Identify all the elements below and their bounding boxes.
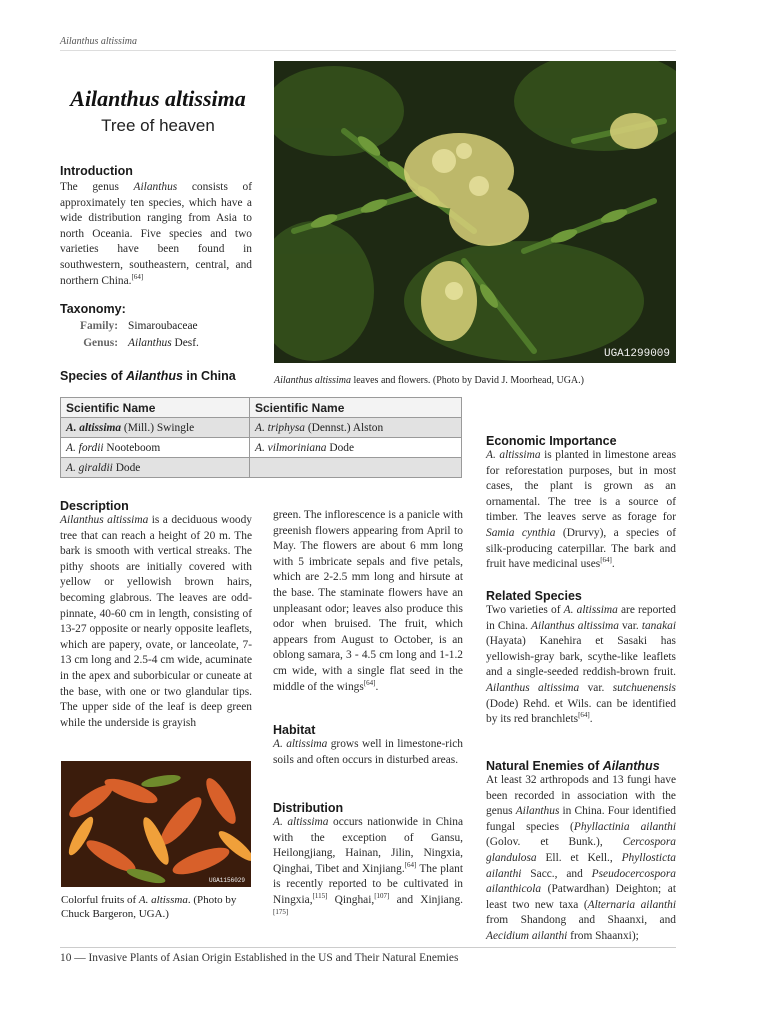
natural-enemies-text: At least 32 arthropods and 13 fungi have been recorded in association with the genus Ailanthus in China. Four identified fungal species (Phyllactinia ailanthi (Golov. et Bunk.), Cercospora glandulosa Ell. et Kell., Phyllosticta ailanthi Sacc., and Pseudocercospora ailanthicola (Patwardhan) Deighton; at least two new taxa (Alternaria ailanthi from Shandong and Shaanxi, and Aecidium ailanthi from Shaanxi); [486,774,677,942]
habitat-section [273,723,463,768]
column-header: Scientific Name [61,398,250,418]
fruit-photo [61,761,251,887]
economic-importance-text: A. altissima is planted in limestone areas for reforestation purposes, but in most cases, the plant is grown as an ornamental. The tree is a source of timber. The leaves serve as forage for Samia cynthia (Drurvy), a species of silk-producing caterpillar. The bark and fruit have medicinal uses[64]. [486,449,677,571]
related-species-section [486,589,676,728]
description-heading: Description [60,499,129,513]
description-section [60,499,252,731]
distribution-heading: Distribution [273,801,344,815]
description-text-column-1: Ailanthus altissima is a deciduous woody tree that can reach a height of 20 m. The bark is smooth with vertical streaks. The pithy shoots are initially covered with yellow or yellowish brown hairs, becoming glabrous. The leaves are odd-pinnate, 40-60 cm in length, consisting of 13-27 opposite or nearly opposite leaflets, which are papery, ovate, or lanceolate, 7-13 cm long and 2.5-4 cm wide, acuminate in the apex and suborbicular or cuneate at the base, with one or two glandular tips. The upper side of the leaf is deep green while the underside is grayish [60,514,252,729]
genus-row: Genus: Ailanthus Desf. [83,337,199,349]
table-row [61,458,462,478]
species-table [60,397,462,478]
description-text-column-2: green. The inflorescence is a panicle with greenish flowers appearing from April to May. The flowers are about 6 mm long with 5 imbricate sepals and five petals, which are 2-2.5 mm long and hirsute at the base. The staminate flowers have an unpleasant odor; leaves also produce this odor when bruised. The fruit, which appears from August to October, is an oblong samara, 3 - 4.5 cm long and 1-1.2 cm wide, with a single flat seed in the middle of the wings[64]. [273,509,463,693]
species-table-heading: Species of Ailanthus in China [60,369,236,383]
habitat-heading: Habitat [273,723,316,737]
introduction-heading: Introduction [60,164,133,178]
title-block [60,86,256,136]
habitat-text: A. altissima grows well in limestone-rich soils and often occurs in disturbed areas. [273,738,464,766]
main-photo-caption: Ailanthus altissima leaves and flowers. (Photo by David J. Moorhead, UGA.) [274,375,584,386]
leaves-and-flowers-image [274,61,676,363]
introduction-text: The genus Ailanthus consists of approximately ten species, which have a wide distribution ranging from Asia to north Oceania. Five species and two varieties have been found in southwestern, southeastern, central, and northern China.[64] [60,181,253,287]
table-cell: A. altissima (Mill.) Swingle [61,418,250,438]
natural-enemies-section [486,759,676,945]
page-title: Ailanthus altissima [70,86,246,111]
page-footer: 10 — Invasive Plants of Asian Origin Established in the US and Their Natural Enemies [60,952,459,964]
related-species-text: Two varieties of A. altissima are reported in China. Ailanthus altissima var. tanakai (Hayata) Kanehira et Sasaki has yellowish-gray bark, scythe-like leaflets and a single-seeded reddish-brown fruit. Ailanthus altissima var. sutchuenensis (Dode) Rehd. et Wils. can be identified by its red branchlets[64]. [486,604,676,726]
page-subtitle: Tree of heaven [101,116,215,135]
family-row: Family: Simaroubaceae [80,320,198,332]
table-cell: A. vilmoriniana Dode [250,438,462,458]
header-rule [60,50,676,51]
economic-importance-heading: Economic Importance [486,434,617,448]
natural-enemies-heading: Natural Enemies of Ailanthus [486,759,660,773]
fruit-photo-catalog-number: UGA1156029 [208,877,245,884]
table-header-row [61,398,462,418]
footer-rule [60,947,676,948]
table-cell [250,458,462,478]
table-cell: A. giraldii Dode [61,458,250,478]
taxonomy-section [60,302,260,352]
tree-of-heaven-photo [274,61,676,363]
distribution-text: A. altissima occurs nationwide in China with the exception of Gansu, Heilongjiang, Hainan, Jilin, Ningxia, Qinghai, Tibet and Xinjiang.[64] The plant is recently reported to be cultivated in Ningxia,[115] Qinghai,[107] and Xinjiang.[175] [273,816,463,916]
column-header: Scientific Name [250,398,462,418]
photo-catalog-number: UGA1299009 [603,348,670,360]
distribution-section [273,801,463,924]
fruit-photo-caption: Colorful fruits of A. altissma. (Photo by Chuck Bargeron, UGA.) [61,894,237,920]
running-head: Ailanthus altissima [60,36,137,47]
table-row [61,418,462,438]
colorful-fruits-image [61,761,251,887]
introduction-section [60,164,252,289]
table-cell: A. fordii Nooteboom [61,438,250,458]
table-row [61,438,462,458]
taxonomy-heading: Taxonomy: [60,302,126,316]
economic-importance-section [486,434,676,573]
related-species-heading: Related Species [486,589,582,603]
table-cell: A. triphysa (Dennst.) Alston [250,418,462,438]
